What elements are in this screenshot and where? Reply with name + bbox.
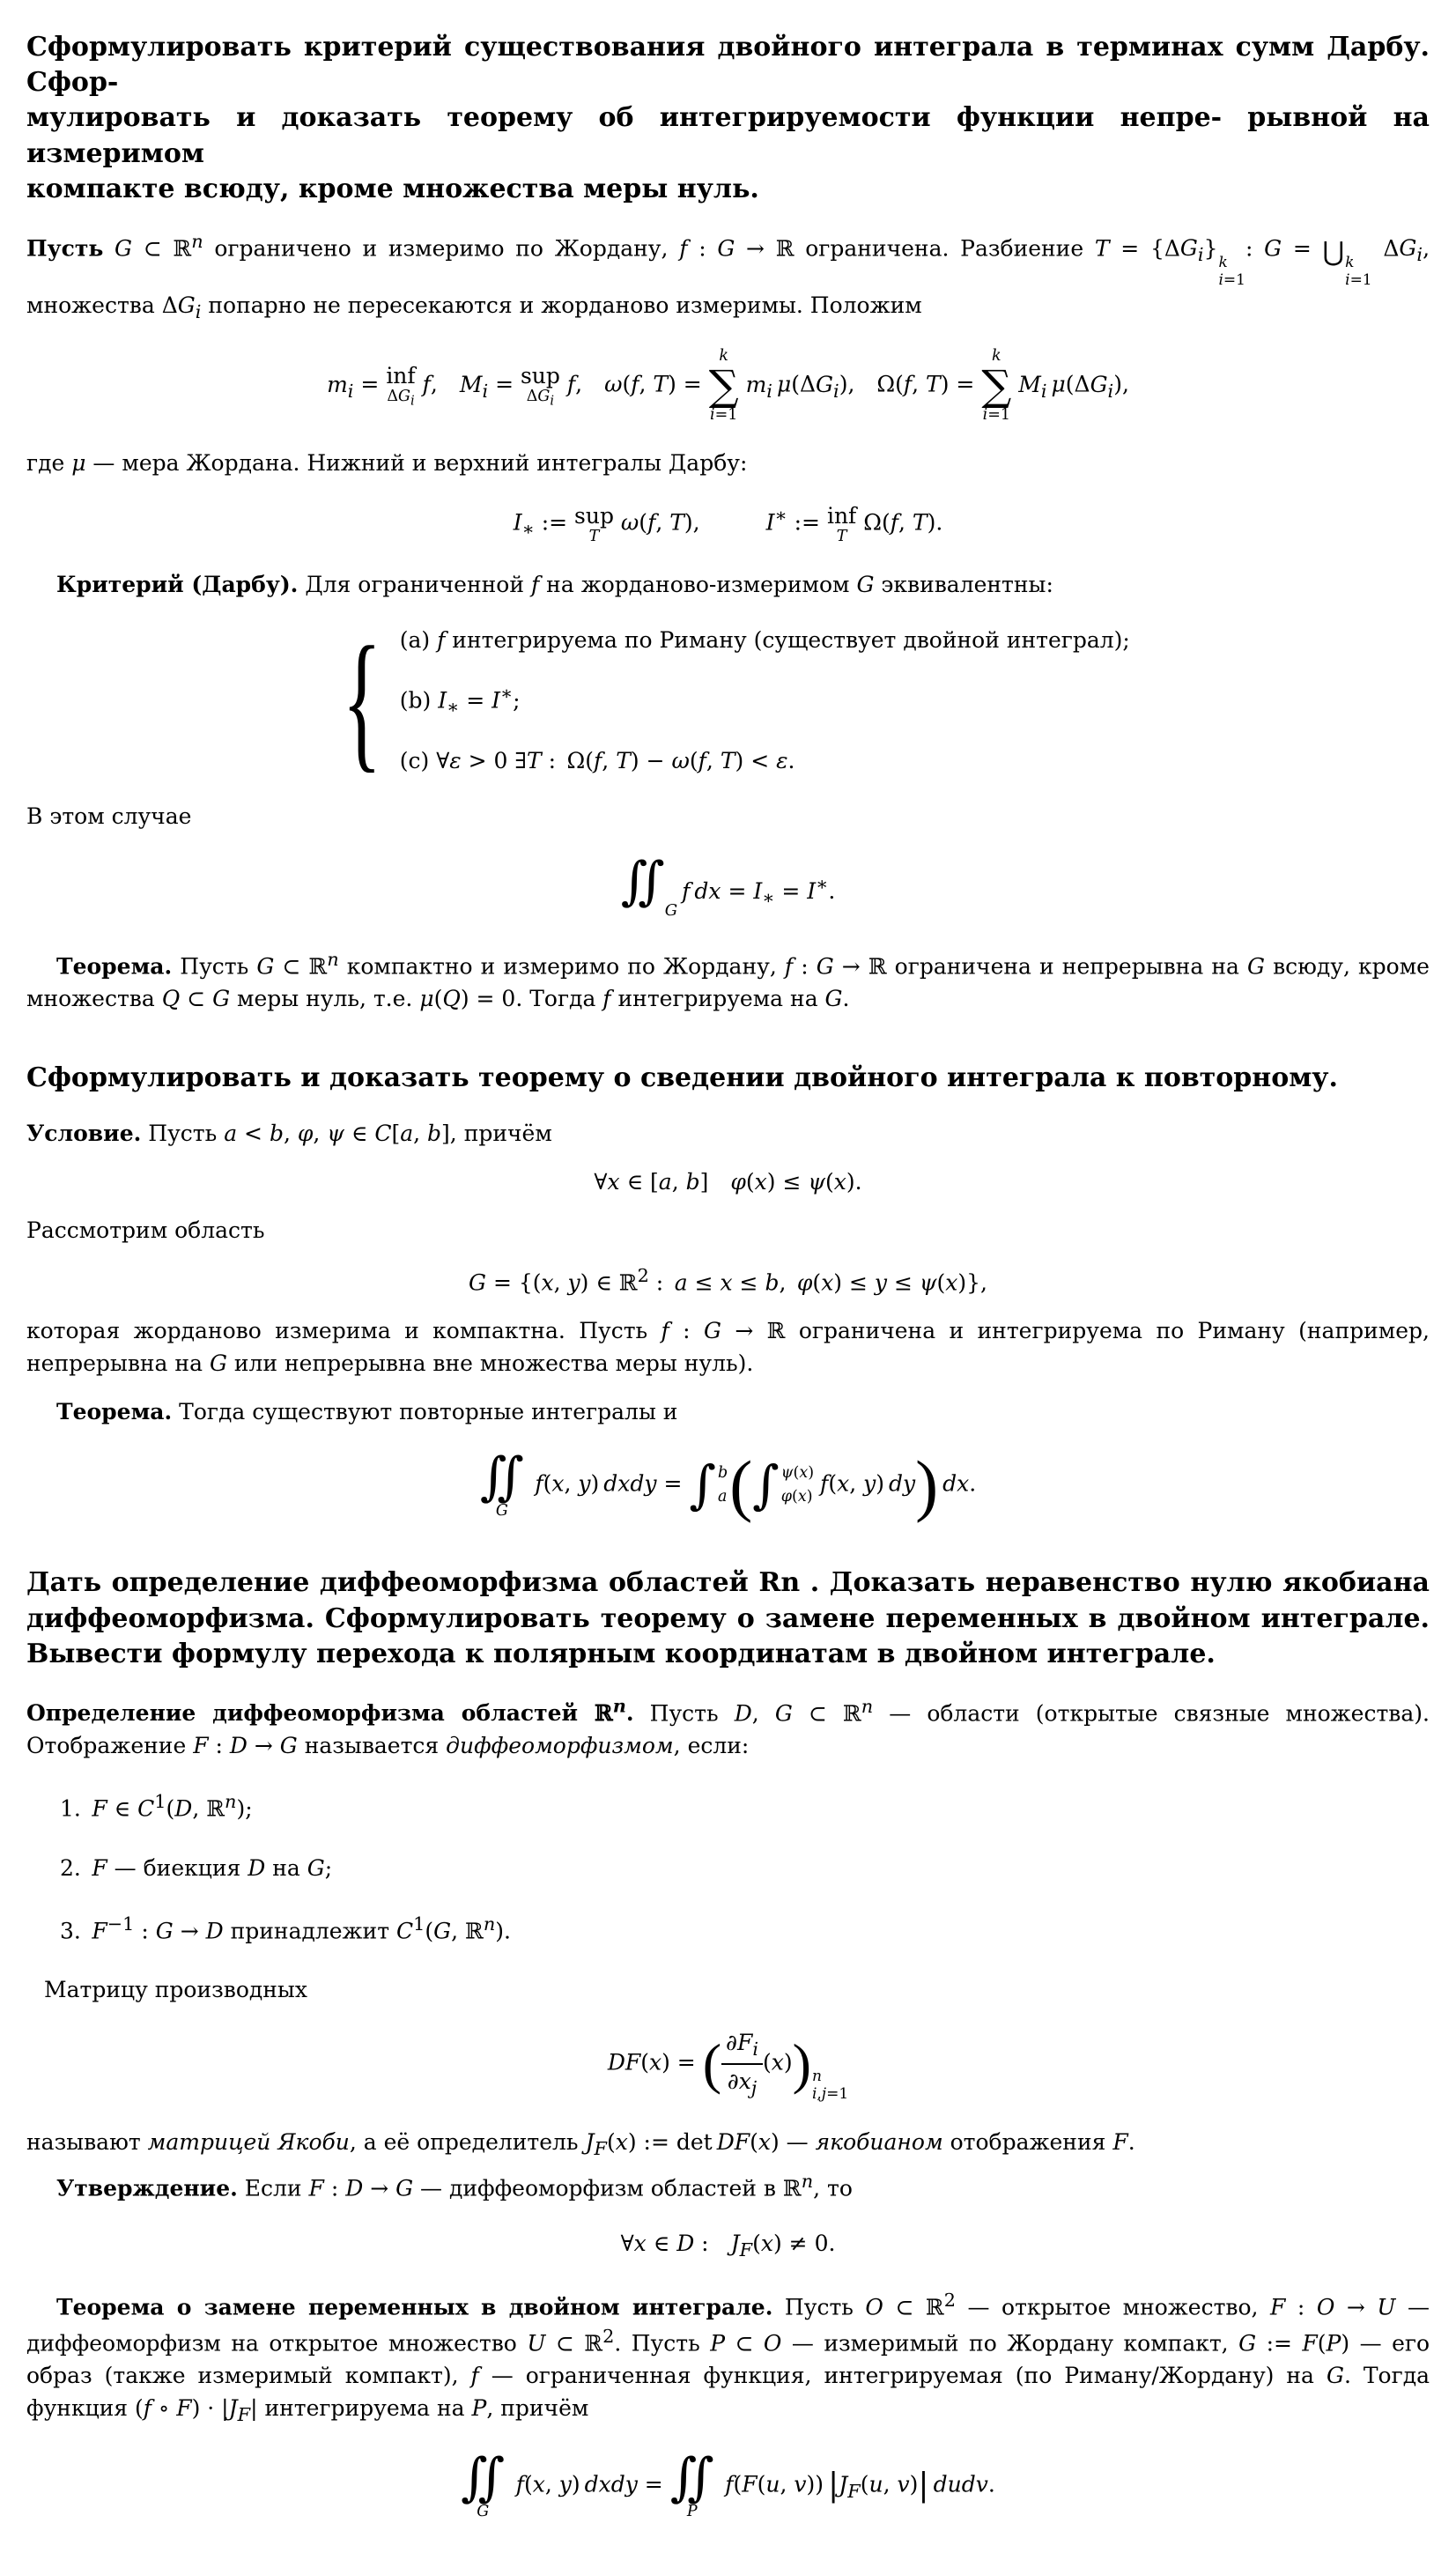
case-a: (a) f интегрируема по Риману (существует двойной интеграл); bbox=[399, 626, 1130, 653]
diffeomorphism-conditions-list bbox=[60, 1788, 1430, 1947]
q2-theorem-paragraph: Теорема. Тогда существуют повторные интегралы и bbox=[56, 1399, 678, 1425]
question-1-heading bbox=[26, 30, 1430, 207]
list-item: 1. F ∈ $C^1(D$, ℝ$^n$); bbox=[60, 1791, 253, 1822]
consider-region-text: Рассмотрим область bbox=[26, 1217, 265, 1244]
question-3-heading bbox=[26, 1565, 1430, 1672]
case-c: (c) ∀ε > 0 ∃T : Ω(f, T) − ω(f, T) < ε. bbox=[399, 748, 795, 773]
list-item: 2. F — биекция D на G; bbox=[60, 1854, 333, 1881]
heading-line: Сформулировать и доказать теорему о сведении двойного интеграла к повторному. bbox=[26, 1062, 1338, 1093]
darboux-sums-formula: $m_i$ = inf $\Delta G_i$ f, $M_i$ = sup $\Delta G_i$ f, ω(f, T) = k ∑ i=1 $m_i$ $\mu(\Delta G_i)$, Ω(f, T) = k ∑ i=1 $M_i$ $\mu(\Delta G_i)$, bbox=[327, 347, 1129, 425]
matrix-intro-text: Матрицу производных bbox=[44, 1976, 307, 2002]
case-b: (b) $I_∗ = I^∗$; bbox=[399, 682, 521, 718]
change-of-variables-theorem-paragraph: Теорема о замене переменных в двойном интеграле. Пусть O ⊂ ℝ$^2$ — открытое множество, F : O → U — диффеоморфизм на открытое множество U ⊂ ℝ$^2$. Пусть P ⊂ O — измеримый по Жордану компакт, G := F(P) — его образ (также измеримый компакт), f — ограниченная функция, интегрируемая (по Риману/Жордану) на G. Тогда функция (f ∘ $F) \cdot |J_F|$ интегрируема на P, причём bbox=[26, 2289, 1430, 2426]
question-2-heading bbox=[26, 1061, 1430, 1096]
list-item: 3. $F^{-1}$ : G → D принадлежит $C^1(G$, ℝ$^n$). bbox=[60, 1913, 511, 1943]
region-definition-formula: G = {(x, y) ∈ ℝ$^2$ : a ≤ x ≤ b, φ(x) ≤ y ≤ ψ(x)}, bbox=[469, 1265, 987, 1296]
heading-line: Сформулировать критерий существования двойного интеграла в терминах сумм Дарбу. Сфор- bbox=[26, 32, 1430, 99]
in-this-case-text: В этом случае bbox=[26, 803, 192, 829]
region-note-paragraph: которая жорданово измерима и компактна. Пусть f : G → ℝ ограничена и интегрируема по Риману (например, непрерывна на G или непрерывна вне множества меры нуль). bbox=[26, 1318, 1430, 1377]
change-of-variables-formula: ∬ G f(x, y) dxdy = ∬ P f(F(u, v)) $|J_F(u$, v)| dudv. bbox=[461, 2446, 995, 2520]
q1-theorem-paragraph: Теорема. Пусть G ⊂ ℝ$^n$ компактно и измеримо по Жордану, f : G → ℝ ограничена и непрерывна на G всюду, кроме множества Q ⊂ G меры нуль, т.е. μ(Q) = 0. Тогда f интегрируема на G. bbox=[26, 948, 1430, 1011]
q2-condition-paragraph: Условие. Пусть a < b, φ, ψ ∈ C[a, b], причём bbox=[26, 1121, 552, 1147]
darboux-integrals-formula: $I_∗$ := sup T ω(f, T), I∗ := inf T Ω(f, T). bbox=[513, 502, 943, 545]
jacobian-nonzero-formula: ∀x ∈ D : $J_F(x) \ne 0$. bbox=[620, 2230, 836, 2261]
forall-inequality-formula: ∀x ∈ [a, b] φ(x) ≤ ψ(x). bbox=[594, 1169, 862, 1195]
statement-paragraph: Утверждение. Если F : D → G — диффеоморфизм областей в ℝ$^n$, то bbox=[56, 2170, 853, 2201]
cases-lines bbox=[400, 624, 1130, 777]
jacobi-matrix-formula: DF(x) = ( $\frac{\partial F_i}{\partial x_j}$ (x)) n i,j=1 bbox=[607, 2029, 849, 2103]
diffeomorphism-definition-paragraph: Определение диффеоморфизма областей ℝ$^n$. Пусть D, G ⊂ ℝ$^n$ — области (открытые связные множества). Отображение F : D → G называется диффеоморфизмом, если: bbox=[26, 1694, 1430, 1759]
heading-line: диффеоморфизма. Сформулировать теорему о замене переменных в двойном интеграле. bbox=[26, 1602, 1430, 1634]
integral-equals-formula: $∬_G$ f dx = $I_∗ = I^∗$. bbox=[620, 850, 836, 920]
heading-line: компакте всюду, кроме множества меры нуль. bbox=[26, 173, 759, 204]
iterated-integral-formula: ∬ G f(x, y) dxdy = ∫ b a (∫ ψ(x) φ(x) f(x, y) dy) dx. bbox=[479, 1446, 977, 1524]
cases-left-brace: { bbox=[342, 614, 382, 786]
heading-line: Вывести формулу перехода к полярным координатам в двойном интеграле. bbox=[26, 1638, 1216, 1669]
q1-intro-paragraph: Пусть G ⊂ ℝ$^n$ ограничено и измеримо по Жордану, f : G → ℝ ограничена. Разбиение $T = \{\Delta G_i\}$ k i=1 : G = ⋃ k i=1 $\Delta G_i$, множества $\Delta G_i$ попарно не пересекаются и жорданово измеримы. Положим bbox=[26, 230, 1430, 322]
darboux-criterion-intro: Критерий (Дарбу). Для ограниченной f на жорданово-измеримом G эквивалентны: bbox=[56, 571, 1053, 597]
jacobian-note-paragraph: называют матрицей Якоби, а её определитель $J_F(x)$ := det DF(x) — якобианом отображения F. bbox=[26, 2128, 1135, 2159]
heading-line: мулировать и доказать теорему об интегрируемости функции непре- рывной на измеримом bbox=[26, 102, 1430, 169]
jordan-measure-note: где μ — мера Жордана. Нижний и верхний интегралы Дарбу: bbox=[26, 450, 748, 477]
heading-line: Дать определение диффеоморфизма областей Rn . Доказать неравенство нулю якобиана bbox=[26, 1567, 1430, 1599]
darboux-criterion-cases bbox=[26, 614, 1430, 786]
